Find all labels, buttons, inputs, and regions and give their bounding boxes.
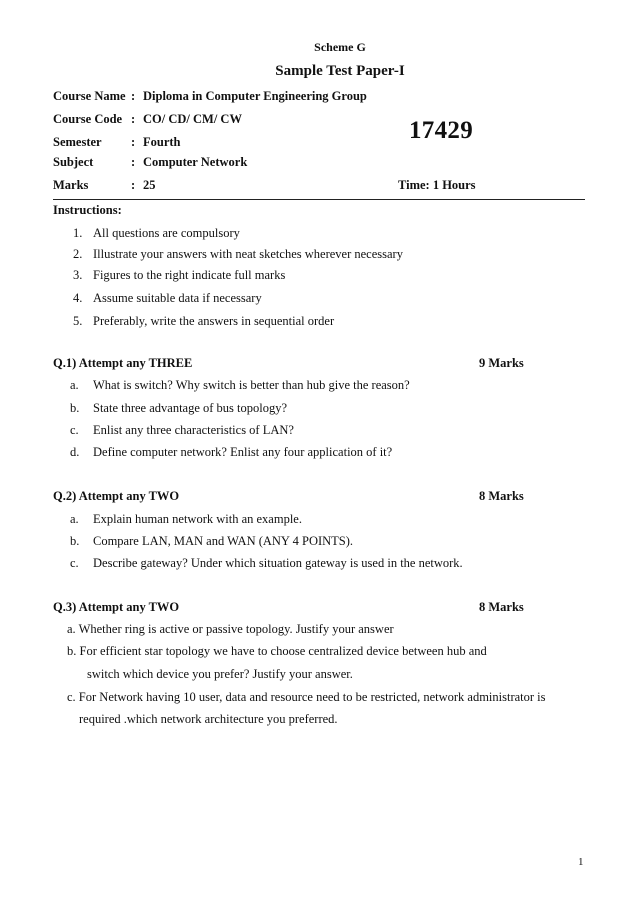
instructions-heading: Instructions: xyxy=(53,203,122,217)
question-item-letter: a. xyxy=(70,512,79,526)
course-code-value: CO/ CD/ CM/ CW xyxy=(143,112,242,126)
semester-label: Semester xyxy=(53,135,102,149)
instruction-number: 2. xyxy=(73,247,83,261)
question-item-letter: b. xyxy=(70,534,80,548)
instruction-number: 4. xyxy=(73,291,83,305)
instruction-text: Figures to the right indicate full marks xyxy=(93,268,286,282)
time-label: Time: 1 Hours xyxy=(398,178,476,192)
question-item-letter: c. xyxy=(70,556,79,570)
semester-sep: : xyxy=(131,135,136,149)
course-name-label: Course Name xyxy=(53,89,126,103)
marks-label: Marks xyxy=(53,178,89,192)
instruction-text: Assume suitable data if necessary xyxy=(93,291,262,305)
question-item-text: Explain human network with an example. xyxy=(93,512,302,526)
instruction-text: All questions are compulsory xyxy=(93,226,240,240)
question-item-text: Define computer network? Enlist any four application of it? xyxy=(93,445,393,459)
course-name-value: Diploma in Computer Engineering Group xyxy=(143,89,367,103)
question-item-text: c. For Network having 10 user, data and resource need to be restricted, network administrator is xyxy=(67,690,546,704)
question-item-text: Compare LAN, MAN and WAN (ANY 4 POINTS). xyxy=(93,534,354,548)
question-3-marks: 8 Marks xyxy=(479,600,524,614)
question-item-continuation: switch which device you prefer? Justify your answer. xyxy=(87,667,353,681)
semester-value: Fourth xyxy=(143,135,181,149)
paper-code: 17429 xyxy=(409,117,473,144)
question-2-marks: 8 Marks xyxy=(479,489,524,503)
instruction-text: Preferably, write the answers in sequential order xyxy=(93,314,335,328)
question-item-text: Enlist any three characteristics of LAN? xyxy=(93,423,294,437)
question-item-continuation: required .which network architecture you preferred. xyxy=(79,712,338,726)
instruction-number: 1. xyxy=(73,226,83,240)
question-item-letter: d. xyxy=(70,445,80,459)
subject-label: Subject xyxy=(53,155,94,169)
course-code-sep: : xyxy=(131,112,136,126)
question-item-letter: b. xyxy=(70,401,80,415)
instruction-text: Illustrate your answers with neat sketches wherever necessary xyxy=(93,247,403,261)
marks-value: 25 xyxy=(143,178,156,192)
paper-title: Sample Test Paper-I xyxy=(275,63,405,79)
question-item-text: State three advantage of bus topology? xyxy=(93,401,288,415)
course-name-sep: : xyxy=(131,89,136,103)
question-item-text: Describe gateway? Under which situation gateway is used in the network. xyxy=(93,556,463,570)
scheme-label: Scheme G xyxy=(314,40,366,54)
instruction-number: 3. xyxy=(73,268,83,282)
course-code-label: Course Code xyxy=(53,112,123,126)
question-1-title: Q.1) Attempt any THREE xyxy=(53,356,193,370)
question-item-letter: c. xyxy=(70,423,79,437)
question-item-text: b. For efficient star topology we have to choose centralized device between hub and xyxy=(67,644,487,658)
header-divider xyxy=(53,199,585,200)
question-item-letter: a. xyxy=(70,378,79,392)
subject-sep: : xyxy=(131,155,136,169)
question-item-text: a. Whether ring is active or passive topology. Justify your answer xyxy=(67,622,394,636)
question-1-marks: 9 Marks xyxy=(479,356,524,370)
instruction-number: 5. xyxy=(73,314,83,328)
marks-sep: : xyxy=(131,178,136,192)
page-number: 1 xyxy=(578,856,584,868)
question-2-title: Q.2) Attempt any TWO xyxy=(53,489,180,503)
question-3-title: Q.3) Attempt any TWO xyxy=(53,600,180,614)
subject-value: Computer Network xyxy=(143,155,248,169)
question-item-text: What is switch? Why switch is better than hub give the reason? xyxy=(93,378,410,392)
